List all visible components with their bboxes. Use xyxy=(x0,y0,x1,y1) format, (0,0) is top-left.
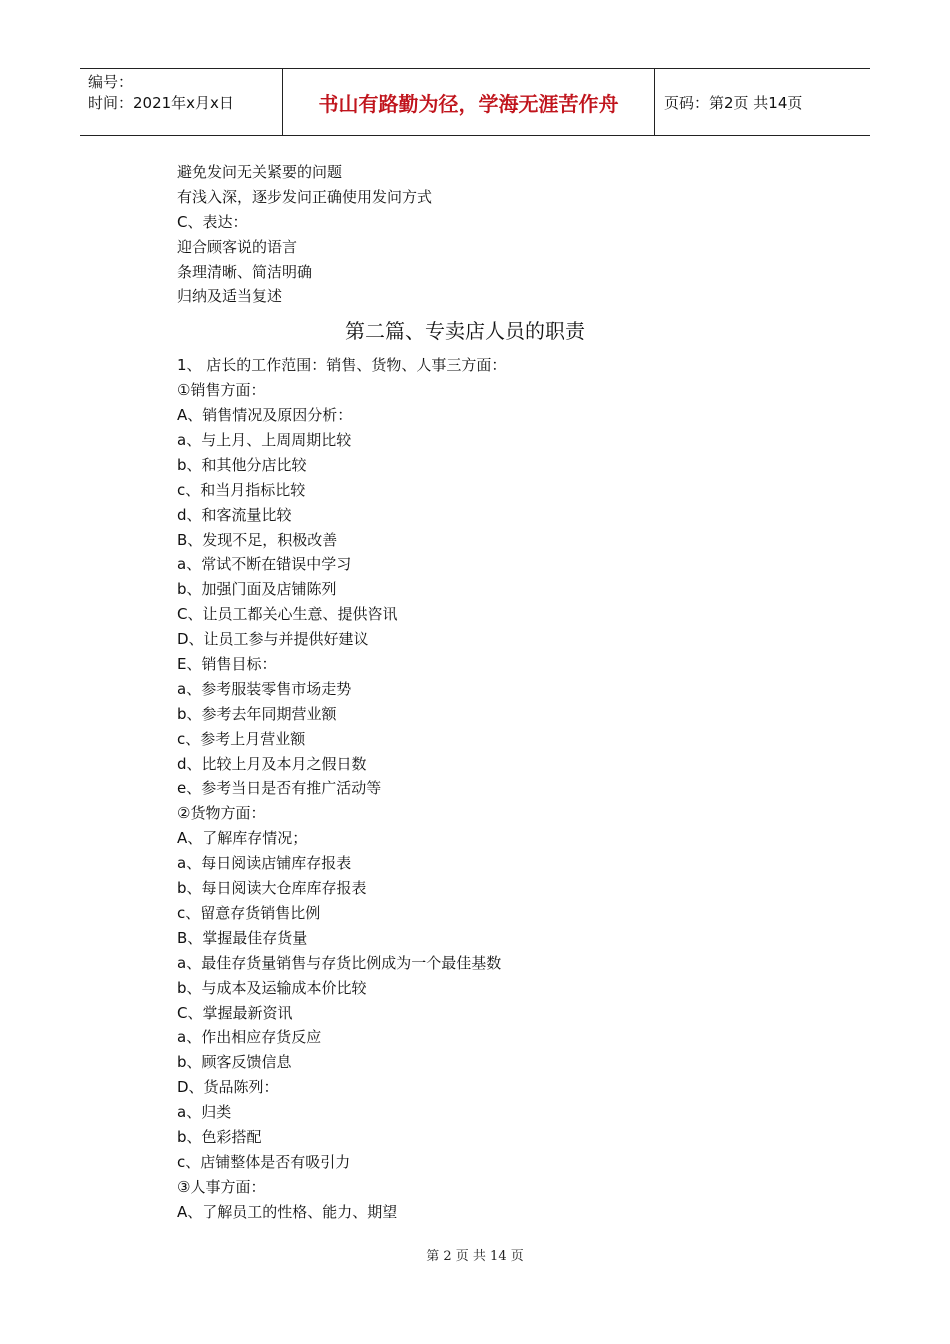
text-line: c、参考上月营业额 xyxy=(177,729,306,748)
text-line: c、店铺整体是否有吸引力 xyxy=(177,1152,351,1171)
text-line: A、销售情况及原因分析： xyxy=(177,406,353,425)
text-line: a、参考服装零售市场走势 xyxy=(177,679,352,698)
text-line: c、和当月指标比较 xyxy=(177,480,306,499)
text-line: a、每日阅读店铺库存报表 xyxy=(177,854,352,873)
text-line: 迎合顾客说的语言 xyxy=(177,237,298,256)
text-line: B、掌握最佳存货量 xyxy=(177,928,308,947)
text-line: B、发现不足，积极改善 xyxy=(177,530,338,549)
document-body xyxy=(177,160,797,1225)
text-line: ②货物方面： xyxy=(177,804,266,823)
text-line: b、加强门面及店铺陈列 xyxy=(177,580,337,599)
header-page-info: 页码：第2页 共14页 xyxy=(664,93,803,112)
header-motto: 书山有路勤为径，学海无涯苦作舟 xyxy=(283,69,655,135)
text-line: b、和其他分店比较 xyxy=(177,455,307,474)
text-line: a、归类 xyxy=(177,1103,232,1122)
text-line: b、色彩搭配 xyxy=(177,1127,262,1146)
text-line: a、常试不断在错误中学习 xyxy=(177,555,352,574)
text-line: C、掌握最新资讯 xyxy=(177,1003,293,1022)
page-header xyxy=(80,68,870,136)
text-line: ①销售方面： xyxy=(177,381,266,400)
text-line: a、作出相应存货反应 xyxy=(177,1028,322,1047)
header-meta xyxy=(80,69,283,135)
document-time-label: 时间：2021年x月x日 xyxy=(88,94,234,112)
text-line: 条理清晰、简洁明确 xyxy=(177,262,313,281)
text-line: b、每日阅读大仓库库存报表 xyxy=(177,879,367,898)
text-line: 归纳及适当复述 xyxy=(177,287,283,306)
text-line: d、比较上月及本月之假日数 xyxy=(177,754,367,773)
text-line: ③人事方面： xyxy=(177,1177,266,1196)
text-line: c、留意存货销售比例 xyxy=(177,903,321,922)
text-line: d、和客流量比较 xyxy=(177,505,292,524)
text-line: b、与成本及运输成本价比较 xyxy=(177,978,367,997)
intro-list xyxy=(177,160,797,309)
text-line: D、货品陈列： xyxy=(177,1078,279,1097)
text-line: b、参考去年同期营业额 xyxy=(177,704,337,723)
text-line: 1、 店长的工作范围：销售、货物、人事三方面： xyxy=(177,356,507,375)
text-line: C、表达： xyxy=(177,212,248,231)
text-line: 避免发问无关紧要的问题 xyxy=(177,163,343,181)
text-line: E、销售目标： xyxy=(177,655,277,674)
text-line: D、让员工参与并提供好建议 xyxy=(177,630,369,649)
text-line: e、参考当日是否有推广活动等 xyxy=(177,779,382,798)
text-line: 有浅入深，逐步发问正确使用发问方式 xyxy=(177,187,433,206)
text-line: A、了解库存情况； xyxy=(177,829,308,848)
section-content xyxy=(177,353,797,1224)
text-line: b、顾客反馈信息 xyxy=(177,1053,292,1072)
text-line: C、让员工都关心生意、提供咨讯 xyxy=(177,605,398,624)
text-line: A、了解员工的性格、能力、期望 xyxy=(177,1202,398,1221)
text-line: a、最佳存货量销售与存货比例成为一个最佳基数 xyxy=(177,953,502,972)
text-line: a、与上月、上周周期比较 xyxy=(177,431,352,450)
section-title: 第二篇、专卖店人员的职责 xyxy=(345,319,585,344)
document-number-label: 编号： xyxy=(88,73,134,91)
page-footer: 第 2 页 共 14 页 xyxy=(426,1249,524,1264)
